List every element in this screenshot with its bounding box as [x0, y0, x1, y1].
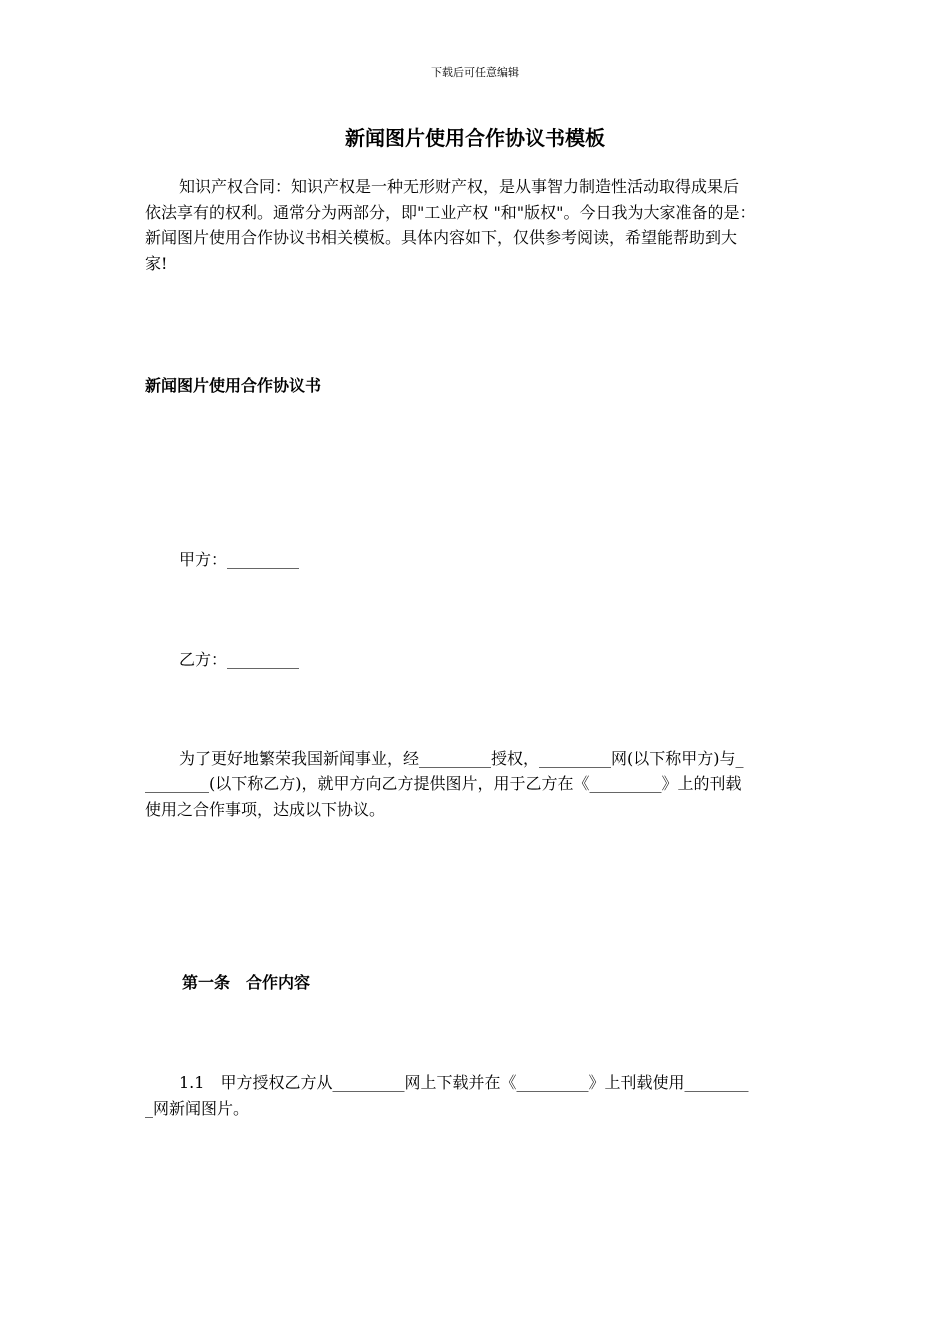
intro-line-2: 依法享有的权利。通常分为两部分，即"工业产权 "和"版权"。今日我为大家准备的是： — [145, 203, 756, 222]
document-title: 新闻图片使用合作协议书模板 — [345, 126, 605, 150]
article-1-heading: 第一条 合作内容 — [182, 973, 311, 992]
clause-1-1-line-2: _网新闻图片。 — [145, 1099, 250, 1118]
preamble-line-2: ________(以下称乙方)，就甲方向乙方提供图片，用于乙方在《_________》上的刊载 — [145, 774, 742, 793]
party-a-line: 甲方：_________ — [179, 550, 300, 569]
intro-line-4: 家! — [145, 254, 168, 273]
intro-line-3: 新闻图片使用合作协议书相关模板。具体内容如下，仅供参考阅读，希望能帮助到大 — [145, 228, 738, 247]
clause-1-1-line-1: 1.1 甲方授权乙方从_________网上下载并在《_________》上刊载使用________ — [179, 1073, 749, 1092]
agreement-subtitle: 新闻图片使用合作协议书 — [145, 376, 322, 395]
preamble-line-3: 使用之合作事项，达成以下协议。 — [145, 800, 386, 819]
party-b-line: 乙方：_________ — [179, 650, 300, 669]
preamble-line-1: 为了更好地繁荣我国新闻事业，经_________授权，_________网(以下称甲方)与_ — [179, 749, 744, 768]
intro-line-1: 知识产权合同：知识产权是一种无形财产权，是从事智力制造性活动取得成果后 — [179, 177, 740, 196]
header-note: 下载后可任意编辑 — [431, 66, 519, 79]
